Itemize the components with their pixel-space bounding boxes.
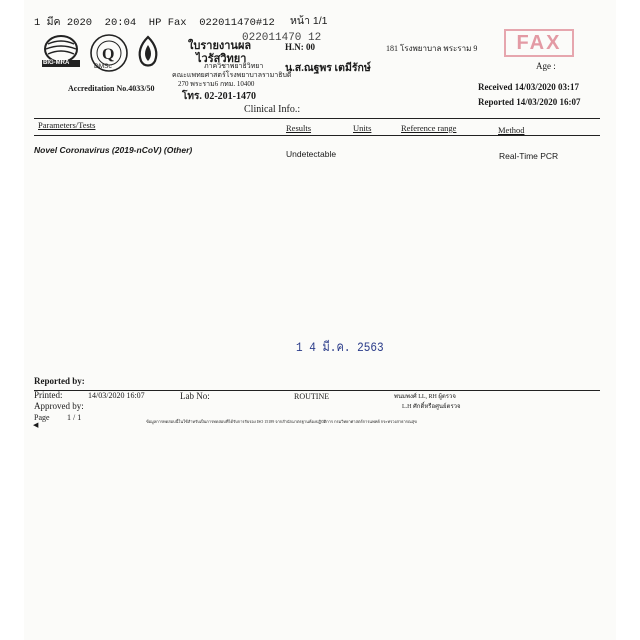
dmsc-logo-text: DMSc — [94, 63, 112, 70]
dmsc-q-logo — [88, 33, 130, 78]
header-units: Units — [353, 123, 372, 133]
big-mra-logo — [40, 34, 82, 73]
received-date: Received 14/03/2020 03:17 — [478, 82, 579, 92]
triangle-marker-icon: ◀ — [33, 421, 39, 429]
fax-number: 022011470#12 — [199, 17, 275, 29]
reported-date: Reported 14/03/2020 16:07 — [478, 97, 581, 107]
received-date-stamp: 1 4 มี.ค. 2563 — [296, 340, 384, 355]
lab-no-label: Lab No: — [180, 391, 210, 401]
clinical-info-label: Clinical Info.: — [244, 104, 301, 115]
patient-name: น.ส.ณฐพร เตมีรักษ์ — [285, 63, 371, 74]
faculty: คณะแพทยศาสตร์โรงพยาบาลรามาธิบดี — [172, 71, 292, 79]
accreditation-number: Accreditation No.4033/50 — [68, 84, 155, 93]
svg-text:Q: Q — [102, 46, 115, 63]
header-results: Results — [286, 123, 312, 133]
big-mra-logo-text: BIG-MRA — [43, 60, 70, 66]
address: 270 พระราม6 กทม. 10400 — [178, 80, 255, 88]
hospital-name: 181 โรงพยาบาล พระราม 9 — [386, 44, 478, 53]
header-reference-range: Reference range — [401, 123, 457, 133]
page-label: Page — [34, 413, 50, 422]
hn-field: H.N: 00 — [285, 42, 315, 52]
accreditation-disclaimer: ข้อมูลการทดสอบนี้ในใช้สำหรับเป็นการทดสอบที่ได้รับการรับรอง ISO 15189 จากสำนักมาตรฐานห้องปฏิบัติการ กรมวิทยาศาสตร์การแพทย์ กระทรวงสาธารณสุข — [146, 419, 417, 424]
signer-line-2: L.H ศักดิ์หรือศูนย์ตรวจ — [402, 404, 461, 410]
report-title: ใบรายงานผล — [188, 40, 252, 52]
fax-date: 1 มีค 2020 — [34, 17, 93, 29]
test-name: Novel Coronavirus (2019-nCoV) (Other) — [34, 145, 193, 155]
fax-page-number: หน้า 1/1 — [290, 15, 328, 27]
table-top-rule — [34, 118, 600, 119]
routine-label: ROUTINE — [294, 392, 330, 401]
department: ภาควิชาพยาธิวิทยา — [204, 62, 264, 70]
signer-line-1: พนมพงศ์ LL, RH ผู้ตรวจ — [394, 394, 456, 400]
fax-page — [24, 0, 616, 640]
reported-by-label: Reported by: — [34, 376, 85, 386]
test-method: Real-Time PCR — [499, 151, 559, 161]
printed-value: 14/03/2020 16:07 — [88, 391, 145, 400]
printed-label: Printed: — [34, 390, 63, 400]
fax-stamp: FAX — [504, 29, 574, 57]
approved-by-label: Approved by: — [34, 401, 84, 411]
test-result: Undetectable — [286, 149, 337, 159]
fax-header — [34, 13, 275, 30]
fax-overprint-number: 022011470 12 — [242, 32, 322, 44]
fax-sender: HP Fax — [148, 17, 187, 29]
hospital-emblem-icon — [135, 35, 161, 74]
age-label: Age : — [536, 61, 556, 71]
table-header-rule — [34, 135, 600, 136]
fax-time: 20:04 — [104, 17, 137, 29]
page-value: 1 / 1 — [67, 413, 82, 422]
virology-unit: ไวรัสวิทยา — [196, 53, 247, 65]
header-method: Method — [498, 125, 525, 135]
phone-number: โทร. 02-201-1470 — [182, 91, 256, 102]
header-parameters: Parameters/Tests — [38, 120, 96, 130]
